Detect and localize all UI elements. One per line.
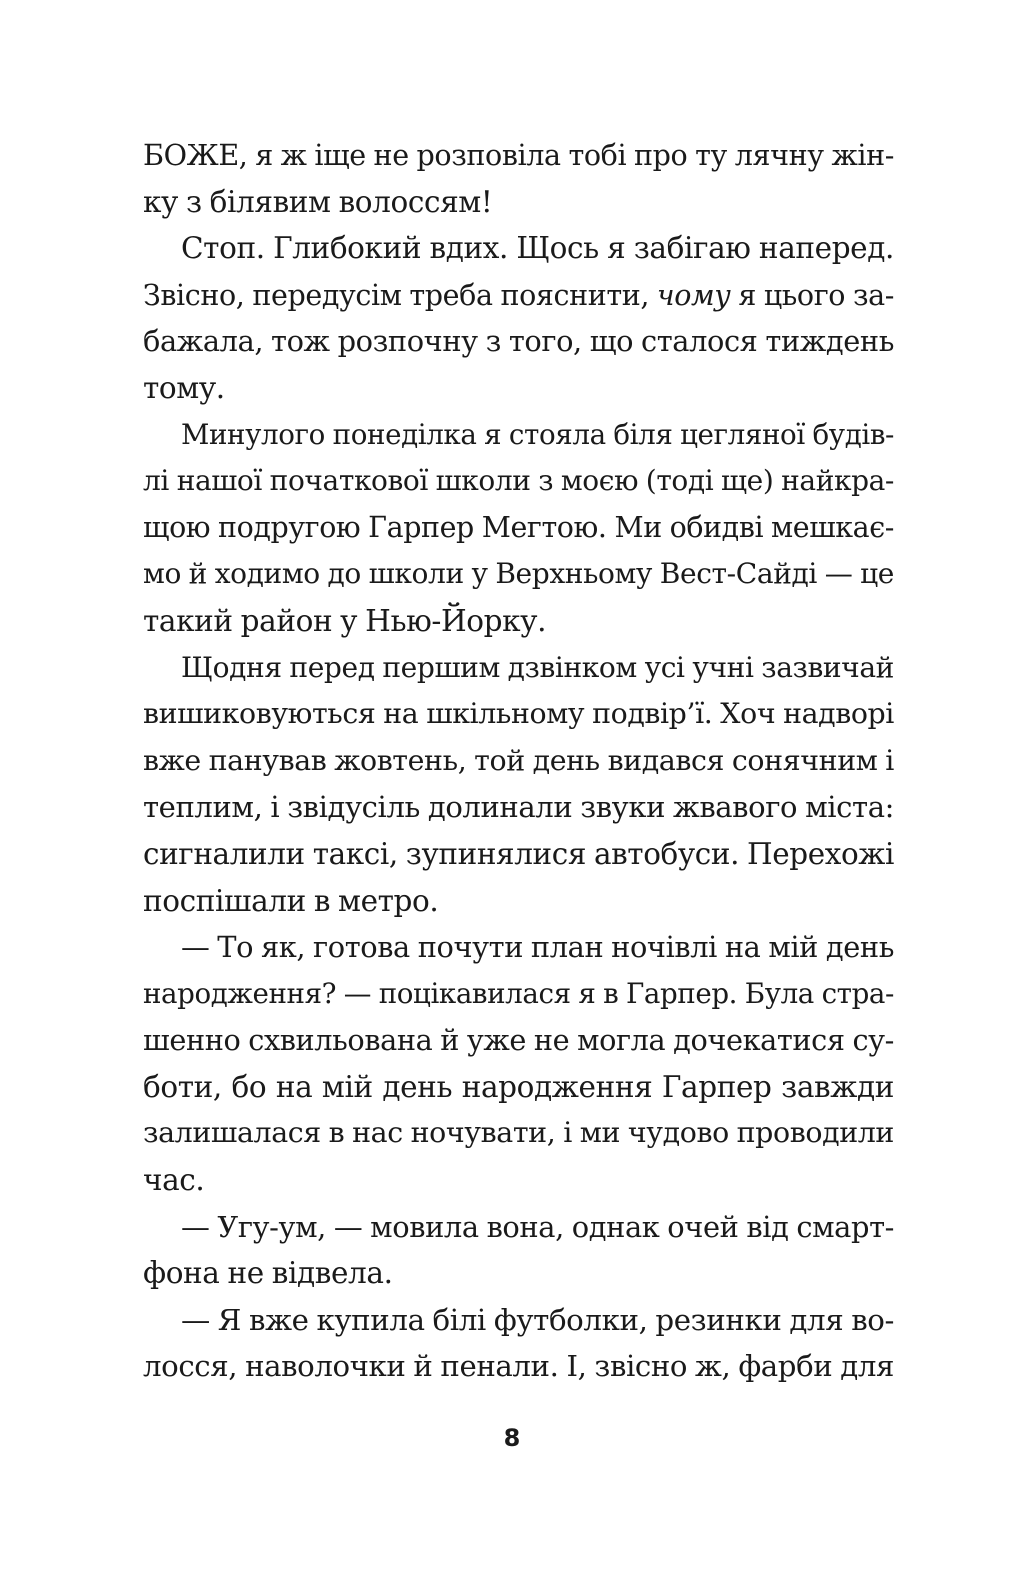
text-line: БОЖЕ, я ж іще не розповіла тобі про ту лячну жін- xyxy=(143,138,894,172)
text-line: тому. xyxy=(143,370,225,405)
text-line: боти, бо на мій день народження Гарпер завжди xyxy=(143,1069,894,1104)
text-line: мо й ходимо до школи у Верхньому Вест-Сайді — це xyxy=(143,557,894,591)
text-line: фона не відвела. xyxy=(143,1256,393,1291)
text-line: теплим, і звідусіль долинали звуки жвавого міста: xyxy=(143,790,894,825)
page-number: 8 xyxy=(503,1424,521,1452)
text-line: — Угу-ум, — мовила вона, однак очей від смарт- xyxy=(181,1209,894,1244)
text-line: народження? — поцікавилася я в Гарпер. Була стра- xyxy=(143,976,894,1010)
text-line: щою подругою Гарпер Мегтою. Ми обидві мешкає- xyxy=(143,510,894,544)
text-line: лосся, наволочки й пенали. І, звісно ж, фарби для xyxy=(143,1349,894,1384)
text-line: шенно схвильована й уже не могла дочекатися су- xyxy=(143,1023,894,1058)
text-line: вишиковуються на шкільному подвір’ї. Хоч надворі xyxy=(143,697,894,731)
text-line: ку з білявим волоссям! xyxy=(143,184,493,219)
text-line: — То як, готова почути план ночівлі на мій день xyxy=(181,930,894,965)
text-line: залишалася в нас ночувати, і ми чудово проводили xyxy=(143,1116,894,1150)
text-line: поспішали в метро. xyxy=(143,883,439,918)
text-line: лі нашої початкової школи з моєю (тоді ще) найкра- xyxy=(143,464,894,498)
text-line: сигналили таксі, зупинялися автобуси. Перехожі xyxy=(143,836,894,871)
text-line: — Я вже купила білі футболки, резинки для во- xyxy=(181,1302,894,1337)
text-line: бажала, тож розпочну з того, що сталося тиждень xyxy=(143,324,894,359)
text-segment: я цього за- xyxy=(730,277,894,312)
body-text xyxy=(143,132,894,1390)
text-segment: Звісно, передусім треба пояснити, xyxy=(143,277,657,312)
text-line: Стоп. Глибокий вдих. Щось я забігаю наперед. xyxy=(181,231,894,266)
text-line: Минулого понеділка я стояла біля цегляної будів- xyxy=(181,417,894,451)
text-line: час. xyxy=(143,1163,205,1198)
text-line xyxy=(143,272,894,319)
text-line: такий район у Нью-Йорку. xyxy=(143,603,547,638)
text-line: вже панував жовтень, той день видався сонячним і xyxy=(143,743,894,777)
italic-word: чому xyxy=(656,277,731,312)
text-line: Щодня перед першим дзвінком усі учні зазвичай xyxy=(181,650,894,684)
